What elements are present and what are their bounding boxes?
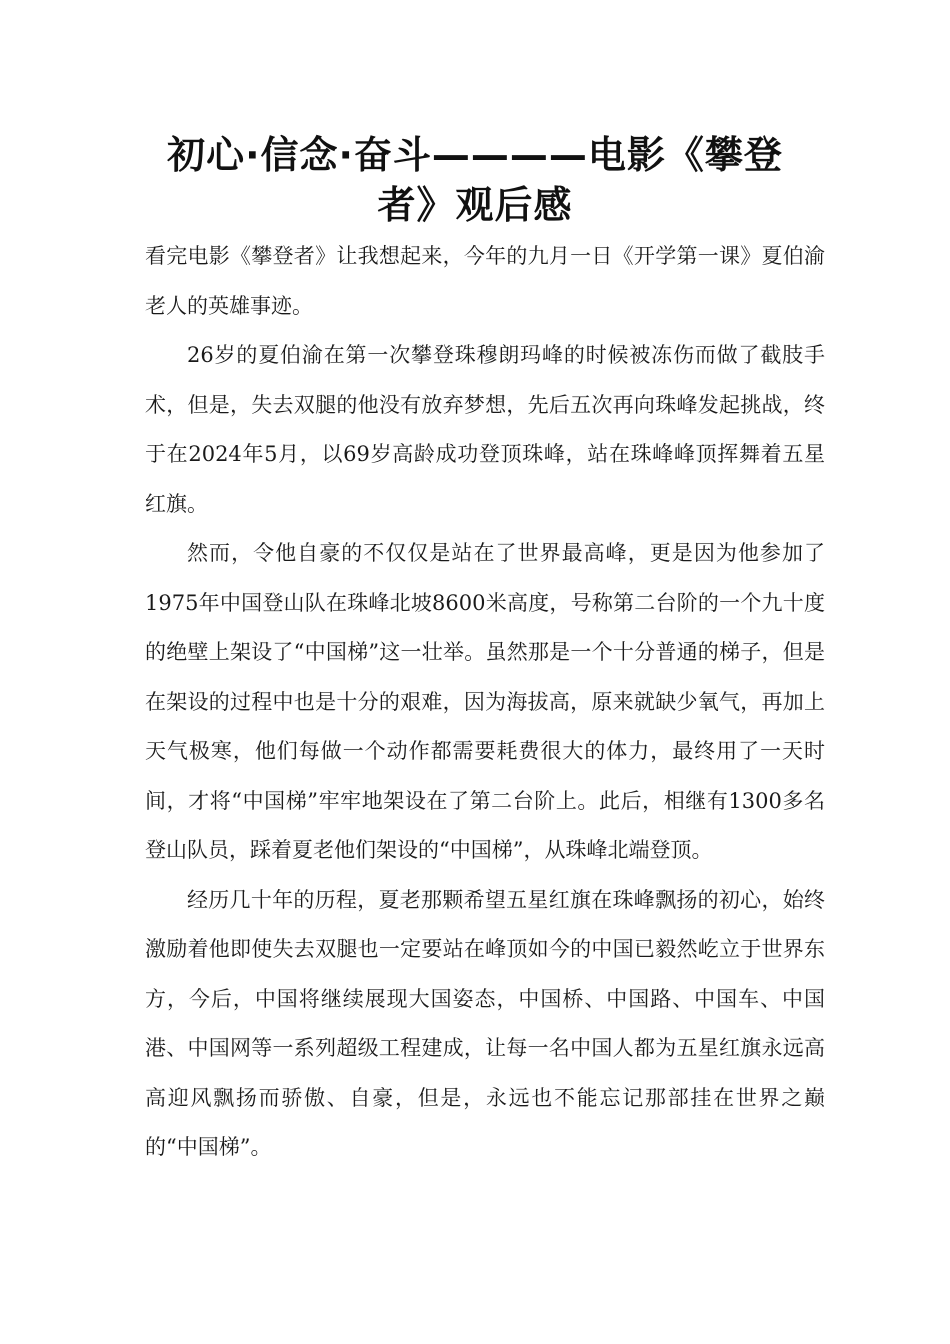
document-title: 初心·信念·奋斗————电影《攀登者》观后感	[167, 133, 783, 227]
paragraph-xia-boyu-story: 26岁的夏伯渝在第一次攀登珠穆朗玛峰的时候被冻伤而做了截肢手术，但是，失去双腿的他没有放弃梦想，先后五次再向珠峰发起挑战，终于在2024年5月，以69岁高龄成功登顶珠峰，站在珠峰峰顶挥舞着五星红旗。	[145, 343, 825, 516]
document-body	[145, 232, 825, 1173]
paragraph-china-ladder: 然而，令他自豪的不仅仅是站在了世界最高峰，更是因为他参加了1975年中国登山队在珠峰北坡8600米高度，号称第二台阶的一个九十度的绝壁上架设了“中国梯”这一壮举。虽然那是一个十分普通的梯子，但是在架设的过程中也是十分的艰难，因为海拔高，原来就缺少氧气，再加上天气极寒，他们每做一个动作都需要耗费很大的体力，最终用了一天时间，才将“中国梯”牢牢地架设在了第二台阶上。此后，相继有1300多名登山队员，踩着夏老他们架设的“中国梯”，从珠峰北端登顶。	[145, 541, 825, 862]
paragraph-intro: 看完电影《攀登者》让我想起来，今年的九月一日《开学第一课》夏伯渝老人的英雄事迹。	[145, 244, 825, 318]
paragraph-conclusion: 经历几十年的历程，夏老那颗希望五星红旗在珠峰飘扬的初心，始终激励着他即使失去双腿也一定要站在峰顶如今的中国已毅然屹立于世界东方，今后，中国将继续展现大国姿态，中国桥、中国路、中国车、中国港、中国网等一系列超级工程建成，让每一名中国人都为五星红旗永远高高迎风飘扬而骄傲、自豪，但是，永远也不能忘记那部挂在世界之巅的“中国梯”。	[145, 887, 825, 1159]
